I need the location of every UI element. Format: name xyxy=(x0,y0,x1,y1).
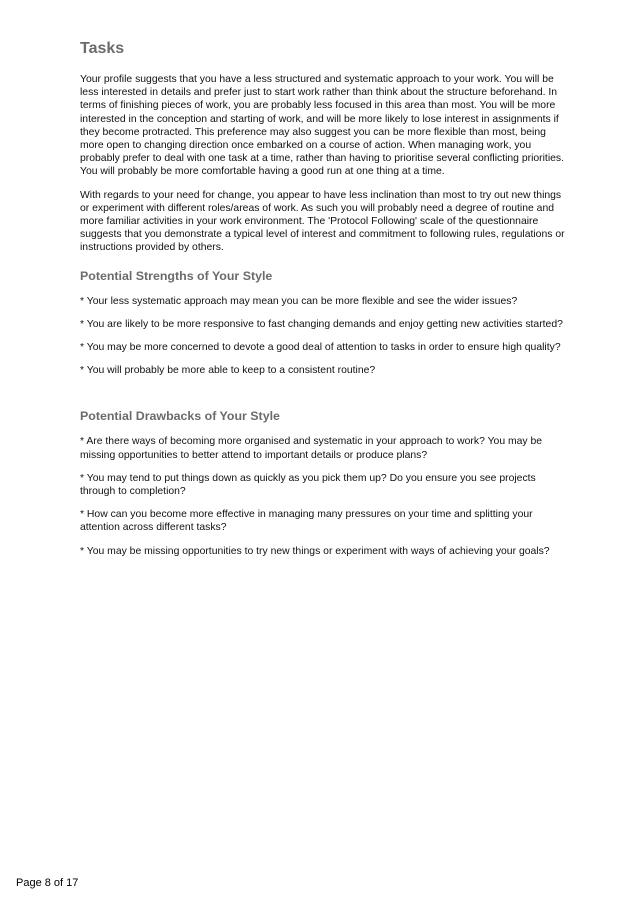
page-number: Page 8 of 17 xyxy=(16,877,79,889)
drawback-item: * Are there ways of becoming more organised and systematic in your approach to work? You may be missing opportunities to better attend to important details or produce plans? xyxy=(80,436,543,461)
drawback-item: * You may tend to put things down as quickly as you pick them up? Do you ensure you see projects through to completion? xyxy=(80,472,536,498)
section-spacer xyxy=(80,387,572,395)
page-content xyxy=(80,40,572,568)
body-paragraph: With regards to your need for change, you appear to have less inclination than most to try out new things or experiment with different roles/areas of work. As such you will probably need a degree of routine and more familiar activities in your work environment. The 'Protocol Following' scale of the questionnaire suggests that you demonstrate a typical level of interest and commitment to following rules, regulations or instructions provided by others. xyxy=(80,189,565,254)
strengths-heading: Potential Strengths of Your Style xyxy=(80,268,273,283)
strength-item: * Your less systematic approach may mean you can be more flexible and see the wider issues? xyxy=(80,295,518,307)
drawbacks-heading: Potential Drawbacks of Your Style xyxy=(80,409,280,424)
strength-item: * You will probably be more able to keep to a consistent routine? xyxy=(80,365,376,377)
drawback-item: * How can you become more effective in managing many pressures on your time and splitting your attention across different tasks? xyxy=(80,509,533,534)
drawback-item: * You may be missing opportunities to try new things or experiment with ways of achieving your goals? xyxy=(80,545,550,557)
strength-item: * You are likely to be more responsive to fast changing demands and enjoy getting new activities started? xyxy=(80,318,563,330)
body-paragraph: Your profile suggests that you have a less structured and systematic approach to your work. You will be less interested in details and prefer just to start work rather than think about the structure beforehand. In terms of finishing pieces of work, you are probably less focused in this area than most. You will be more interested in the conception and starting of work, and will be more likely to lose interest in assignments if they become protracted. This preference may also suggest you can be more flexible than most, being more open to changing direction once embarked on a course of action. When managing work, you probably prefer to deal with one task at a time, rather than having to prioritise several conflicting priorities. You will probably be more comfortable having a good run at one thing at a time. xyxy=(80,74,564,178)
strength-item: * You may be more concerned to devote a good deal of attention to tasks in order to ensure high quality? xyxy=(80,342,561,354)
section-title: Tasks xyxy=(80,40,125,57)
